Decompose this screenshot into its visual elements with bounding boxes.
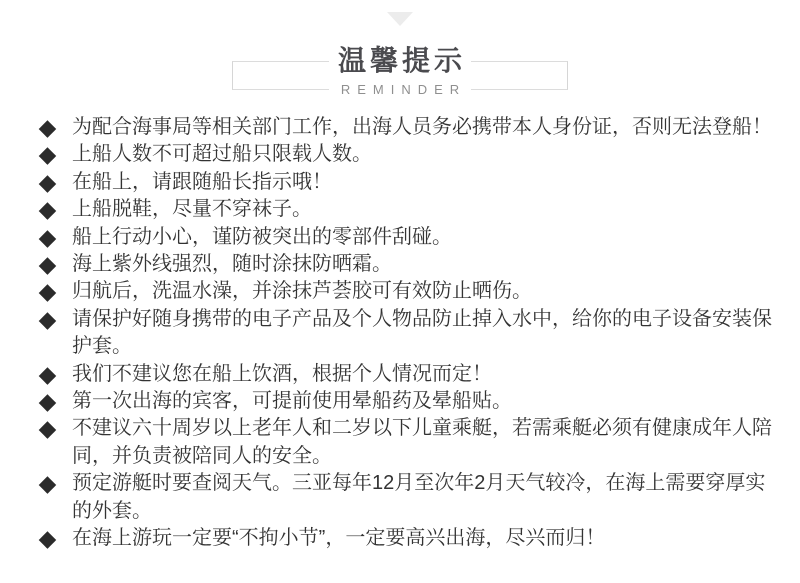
diamond-bullet-icon: ◆ [38, 114, 57, 140]
list-item-text: 在船上，请跟随船长指示哦！ [72, 170, 332, 193]
page-subtitle: REMINDER [340, 82, 467, 97]
list-item [37, 306, 773, 361]
diamond-bullet-icon: ◆ [38, 470, 57, 497]
list-item [37, 525, 773, 552]
diamond-bullet-icon: ◆ [38, 168, 57, 195]
list-item-text: 预定游艇时要查阅天气。三亚每年12月至次年2月天气较冷，在海上需要穿厚实的外套。 [72, 472, 766, 522]
list-item-text: 上船人数不可超过船只限载人数。 [72, 143, 372, 166]
reminder-list [37, 114, 773, 553]
list-item [37, 251, 773, 278]
diamond-bullet-icon: ◆ [38, 251, 57, 278]
list-item-text: 归航后，洗温水澡，并涂抹芦荟胶可有效防止晒伤。 [72, 280, 532, 303]
list-item-text: 请保护好随身携带的电子产品及个人物品防止掉入水中，给你的电子设备安装保护套。 [72, 307, 772, 358]
list-item-text: 在海上游玩一定要“不拘小节”，一定要高兴出海，尽兴而归！ [72, 527, 606, 550]
diamond-bullet-icon: ◆ [38, 525, 57, 552]
list-item [37, 224, 773, 251]
list-item-text: 船上行动小心，谨防被突出的零部件刮碰。 [72, 225, 452, 248]
list-item-text: 海上紫外线强烈，随时涂抹防晒霜。 [72, 253, 392, 276]
list-item [37, 114, 773, 141]
diamond-bullet-icon: ◆ [38, 196, 57, 223]
list-item-text: 不建议六十周岁以上老年人和二岁以下儿童乘艇，若需乘艇必须有健康成年人陪同，并负责被陪同人的安全。 [72, 417, 772, 467]
list-item [37, 278, 773, 305]
list-item-text: 为配合海事局等相关部门工作，出海人员务必携带本人身份证，否则无法登船！ [72, 116, 772, 138]
page-title: 温馨提示 [337, 45, 466, 76]
chevron-down-icon [387, 12, 413, 26]
list-item [37, 196, 773, 223]
diamond-bullet-icon: ◆ [38, 305, 57, 332]
diamond-bullet-icon: ◆ [38, 223, 57, 250]
list-item [37, 470, 773, 525]
list-item-text: 上船脱鞋，尽量不穿袜子。 [72, 198, 312, 221]
list-item-text: 第一次出海的宾客，可提前使用晕船药及晕船贴。 [72, 390, 512, 413]
list-item [37, 169, 773, 196]
diamond-bullet-icon: ◆ [38, 141, 57, 168]
list-item [37, 388, 773, 415]
diamond-bullet-icon: ◆ [38, 278, 57, 305]
diamond-bullet-icon: ◆ [38, 415, 57, 442]
list-item [37, 141, 773, 168]
diamond-bullet-icon: ◆ [38, 388, 57, 415]
diamond-bullet-icon: ◆ [38, 360, 57, 387]
list-item-text: 我们不建议您在船上饮酒，根据个人情况而定！ [72, 362, 492, 385]
list-item [37, 361, 773, 388]
list-item [37, 415, 773, 470]
